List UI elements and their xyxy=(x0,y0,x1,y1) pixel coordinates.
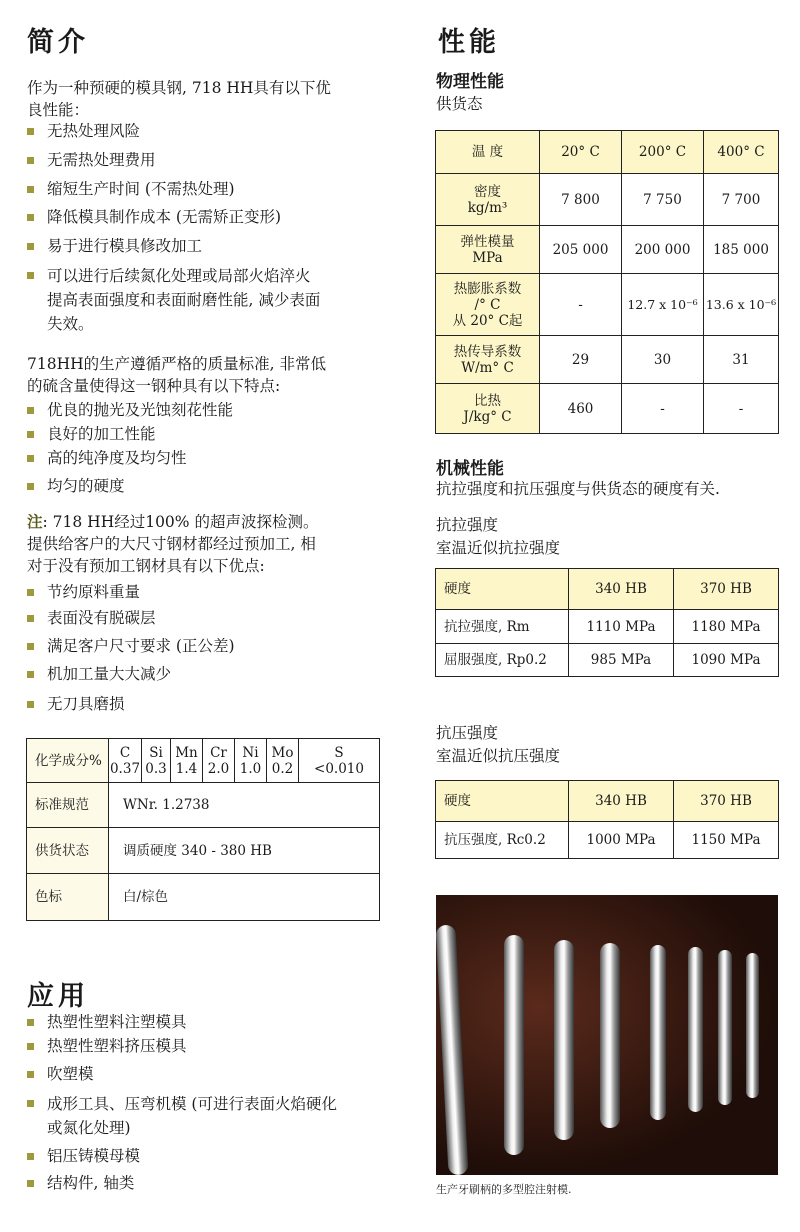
spec-table xyxy=(26,738,380,921)
bullet-icon xyxy=(27,1043,34,1050)
value-cell: 185 000 xyxy=(704,226,779,274)
toothbrush-handle xyxy=(436,925,469,1175)
item-text: 热塑性塑料挤压模具 xyxy=(47,1037,187,1055)
applications-title: 应用 xyxy=(27,981,89,1012)
value-cell: 1180 MPa xyxy=(674,610,779,644)
element-cell: Si 0.3 xyxy=(142,739,171,783)
tensile-title: 抗拉强度 xyxy=(436,516,499,534)
item-text: 表面没有脱碳层 xyxy=(47,609,156,627)
header-cell: 340 HB xyxy=(569,781,674,822)
element-cell: Ni 1.0 xyxy=(235,739,267,783)
physical-subtitle: 供货态 xyxy=(436,95,483,113)
list-item xyxy=(27,399,233,421)
toothbrush-handle xyxy=(504,935,524,1155)
physical-title: 物理性能 xyxy=(436,72,504,92)
toothbrush-handle xyxy=(718,950,732,1105)
list-item xyxy=(27,264,320,336)
toothbrush-handle xyxy=(600,943,620,1128)
list-item xyxy=(27,178,320,200)
header-cell: 400° C xyxy=(704,131,779,174)
compressive-table xyxy=(435,780,779,859)
compressive-title: 抗压强度 xyxy=(436,724,499,742)
value-cell: 12.7 x 10⁻⁶ xyxy=(622,274,704,336)
bullet-icon xyxy=(27,214,34,221)
list-item xyxy=(27,663,235,685)
header-cell: 200° C xyxy=(622,131,704,174)
bullet-icon xyxy=(27,157,34,164)
mechanical-title: 机械性能 xyxy=(436,459,504,479)
bullet-icon xyxy=(27,186,34,193)
bullet-icon xyxy=(27,589,34,596)
value-cell: 7 750 xyxy=(622,174,704,226)
element-cell: Cr 2.0 xyxy=(203,739,235,783)
row-value: 白/棕色 xyxy=(109,874,380,921)
text-line: : 718 HH经过100% 的超声波探检测。 xyxy=(42,513,319,531)
value-cell: 7 800 xyxy=(540,174,622,226)
value-cell: 31 xyxy=(704,336,779,384)
list-item xyxy=(27,149,320,171)
list-item xyxy=(27,447,233,469)
bullet-icon xyxy=(27,272,34,279)
advantages-list xyxy=(27,120,320,336)
item-text: 或氮化处理) xyxy=(47,1119,131,1137)
list-item xyxy=(27,235,320,257)
header-cell: 温 度 xyxy=(436,131,540,174)
item-text: 无热处理风险 xyxy=(47,122,141,140)
value-cell: - xyxy=(622,384,704,434)
toothbrush-handle xyxy=(554,940,574,1140)
value-cell: 985 MPa xyxy=(569,644,674,677)
preprocessing-list xyxy=(27,581,235,715)
item-text: 缩短生产时间 (不需热处理) xyxy=(47,180,235,198)
element-cell: Mn 1.4 xyxy=(171,739,203,783)
bullet-icon xyxy=(27,1180,34,1187)
header-cell: 370 HB xyxy=(674,781,779,822)
tensile-table xyxy=(435,568,779,677)
list-item xyxy=(27,693,235,715)
item-text: 良好的加工性能 xyxy=(47,425,156,443)
item-text: 易于进行模具修改加工 xyxy=(47,237,203,255)
bullet-icon xyxy=(27,128,34,135)
item-text: 失效。 xyxy=(47,315,94,333)
row-label: 弹性模量 MPa xyxy=(436,226,540,274)
header-cell: 340 HB xyxy=(569,569,674,610)
row-label: 屈服强度, Rp0.2 xyxy=(436,644,569,677)
list-item xyxy=(27,1092,337,1140)
item-text: 吹塑模 xyxy=(47,1065,94,1083)
bullet-icon xyxy=(27,1100,34,1107)
value-cell: 200 000 xyxy=(622,226,704,274)
bullet-icon xyxy=(27,1071,34,1078)
row-label: 密度 kg/m³ xyxy=(436,174,540,226)
item-text: 铝压铸模母模 xyxy=(47,1147,141,1165)
item-text: 无需热处理费用 xyxy=(47,151,156,169)
row-label: 标准规范 xyxy=(27,783,109,828)
bullet-icon xyxy=(27,1153,34,1160)
row-value: 调质硬度 340 - 380 HB xyxy=(109,828,380,874)
value-cell: 1090 MPa xyxy=(674,644,779,677)
text-line: 良性能： xyxy=(27,101,90,119)
item-text: 节约原料重量 xyxy=(47,583,141,601)
intro-title: 简介 xyxy=(27,27,89,58)
item-text: 降低模具制作成本 (无需矫正变形) xyxy=(47,208,282,226)
toothbrush-handle xyxy=(746,953,759,1098)
note-paragraph xyxy=(27,511,318,577)
row-label: 热传导系数 W/m° C xyxy=(436,336,540,384)
bullet-icon xyxy=(27,243,34,250)
list-item xyxy=(27,581,235,603)
bullet-icon xyxy=(27,431,34,438)
element-cell: S <0.010 xyxy=(299,739,380,783)
row-label: 热膨胀系数 /° C 从 20° C起 xyxy=(436,274,540,336)
item-text: 可以进行后续氮化处理或局部火焰淬火 xyxy=(47,267,311,285)
item-text: 满足客户尺寸要求 (正公差) xyxy=(47,637,235,655)
header-cell: 硬度 xyxy=(436,569,569,610)
photo-caption: 生产牙刷柄的多型腔注射模. xyxy=(436,1183,572,1196)
quality-paragraph xyxy=(27,353,326,397)
list-item xyxy=(27,423,233,445)
toothbrush-handle xyxy=(688,947,703,1112)
bullet-icon xyxy=(27,701,34,708)
mold-photo xyxy=(436,895,778,1175)
item-text: 机加工量大大减少 xyxy=(47,665,172,683)
list-item xyxy=(27,1011,337,1033)
item-text: 热塑性塑料注塑模具 xyxy=(47,1013,187,1031)
list-item xyxy=(27,1035,337,1057)
text-line: 的硫含量使得这一钢种具有以下特点: xyxy=(27,377,281,395)
header-cell: 硬度 xyxy=(436,781,569,822)
compressive-subtitle: 室温近似抗压强度 xyxy=(436,747,561,765)
bullet-icon xyxy=(27,483,34,490)
value-cell: 205 000 xyxy=(540,226,622,274)
header-cell: 370 HB xyxy=(674,569,779,610)
toothbrush-handle xyxy=(650,945,666,1120)
element-cell: Mo 0.2 xyxy=(267,739,299,783)
applications-list xyxy=(27,1011,337,1194)
bullet-icon xyxy=(27,1019,34,1026)
text-line: 718HH的生产遵循严格的质量标准, 非常低 xyxy=(27,355,326,373)
list-item xyxy=(27,475,233,497)
value-cell: 1110 MPa xyxy=(569,610,674,644)
item-text: 结构件, 轴类 xyxy=(47,1174,135,1192)
text-line: 对于没有预加工钢材具有以下优点: xyxy=(27,557,265,575)
item-text: 均匀的硬度 xyxy=(47,477,125,495)
item-text: 成形工具、压弯机模 (可进行表面火焰硬化 xyxy=(47,1095,337,1113)
item-text: 提高表面强度和表面耐磨性能, 减少表面 xyxy=(47,291,321,309)
item-text: 无刀具磨损 xyxy=(47,695,125,713)
row-label: 供货状态 xyxy=(27,828,109,874)
value-cell: 13.6 x 10⁻⁶ xyxy=(704,274,779,336)
value-cell: 30 xyxy=(622,336,704,384)
value-cell: 7 700 xyxy=(704,174,779,226)
value-cell: 1000 MPa xyxy=(569,822,674,859)
row-value: WNr. 1.2738 xyxy=(109,783,380,828)
value-cell: 1150 MPa xyxy=(674,822,779,859)
value-cell: 460 xyxy=(540,384,622,434)
features-list xyxy=(27,399,233,497)
list-item xyxy=(27,1145,337,1167)
list-item xyxy=(27,120,320,142)
list-item xyxy=(27,607,235,629)
text-line: 作为一种预硬的模具钢, 718 HH具有以下优 xyxy=(27,79,331,97)
row-label: 色标 xyxy=(27,874,109,921)
composition-label: 化学成分% xyxy=(27,739,109,783)
list-item xyxy=(27,1172,337,1194)
element-cell: C 0.37 xyxy=(109,739,142,783)
value-cell: - xyxy=(540,274,622,336)
physical-properties-table xyxy=(435,130,779,434)
mechanical-sentence: 抗拉强度和抗压强度与供货态的硬度有关. xyxy=(436,480,720,498)
list-item xyxy=(27,635,235,657)
value-cell: 29 xyxy=(540,336,622,384)
list-item xyxy=(27,1063,337,1085)
intro-paragraph xyxy=(27,77,331,121)
list-item xyxy=(27,206,320,228)
item-text: 优良的抛光及光蚀刻花性能 xyxy=(47,401,234,419)
properties-title: 性能 xyxy=(438,27,500,58)
row-label: 比热 J/kg° C xyxy=(436,384,540,434)
bullet-icon xyxy=(27,407,34,414)
bullet-icon xyxy=(27,455,34,462)
note-label: 注 xyxy=(27,512,43,531)
value-cell: - xyxy=(704,384,779,434)
row-label: 抗拉强度, Rm xyxy=(436,610,569,644)
bullet-icon xyxy=(27,615,34,622)
text-line: 提供给客户的大尺寸钢材都经过预加工, 相 xyxy=(27,535,316,553)
bullet-icon xyxy=(27,671,34,678)
tensile-subtitle: 室温近似抗拉强度 xyxy=(436,539,561,557)
item-text: 高的纯净度及均匀性 xyxy=(47,449,187,467)
row-label: 抗压强度, Rc0.2 xyxy=(436,822,569,859)
header-cell: 20° C xyxy=(540,131,622,174)
bullet-icon xyxy=(27,643,34,650)
